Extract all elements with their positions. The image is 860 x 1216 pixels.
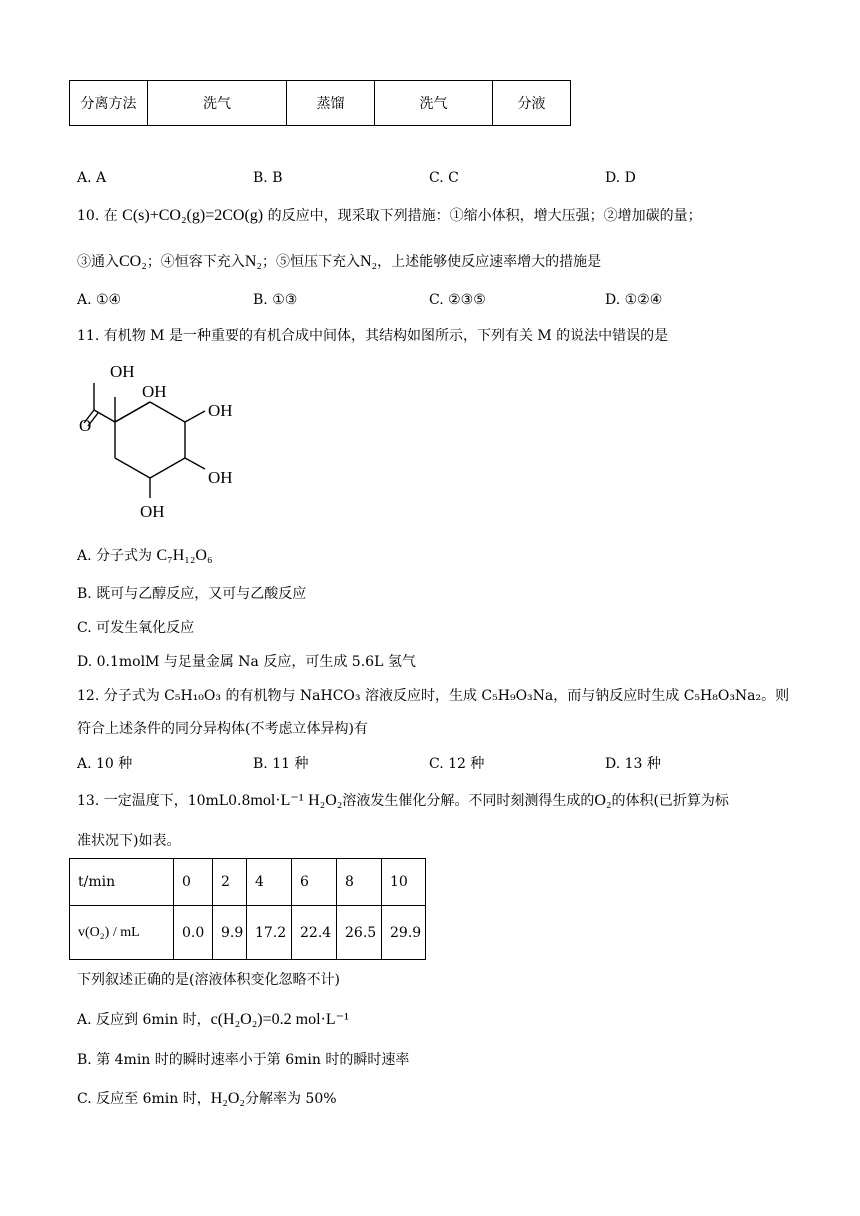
q12-stem-line1: 12. 分子式为 C₅H₁₀O₃ 的有机物与 NaHCO₃ 溶液反应时，生成 C₅H₉O₃Na，而与钠反应时生成 C₅H₈O₃Na₂。则 xyxy=(77,688,790,704)
oh-label: OH xyxy=(110,362,135,381)
q9-option-a: A. A xyxy=(77,170,107,186)
table-cell: 29.9 xyxy=(382,906,426,960)
q13-stem-line1: 13. 一定温度下，10mL0.8mol·L⁻¹ H₂O₂溶液发生催化分解。不同时刻测得生成的O₂的体积(已折算为标 xyxy=(77,792,729,809)
table-cell: 分离方法 xyxy=(70,81,148,126)
table-cell: 26.5 xyxy=(337,906,382,960)
table-cell: 10 xyxy=(382,859,426,906)
q10-stem-line1: 10. 在 C(s)+CO₂(g)=2CO(g) 的反应中，现采取下列措施：①缩小体积，增大压强；②增加碳的量； xyxy=(77,207,702,224)
molecule-structure xyxy=(70,355,280,525)
molecular-formula: C₇H₁₂O₆ xyxy=(156,547,213,564)
q13-option-a: A. 反应到 6min 时，c(H₂O₂)=0.2 mol·L⁻¹ xyxy=(77,1011,349,1028)
q11-option-d: D. 0.1molM 与足量金属 Na 反应，可生成 5.6L 氢气 xyxy=(77,654,416,670)
q10-option-c: C. ②③⑤ xyxy=(429,292,486,308)
q10-option-d: D. ①②④ xyxy=(605,292,663,308)
q12-stem-line2: 符合上述条件的同分异构体(不考虑立体异构)有 xyxy=(77,721,368,737)
q12-option-a: A. 10 种 xyxy=(77,756,133,772)
q13-stem-line2: 准状况下)如表。 xyxy=(77,833,181,849)
q13-prompt: 下列叙述正确的是(溶液体积变化忽略不计) xyxy=(77,972,340,988)
table-cell: 0 xyxy=(174,859,213,906)
table-cell: 17.2 xyxy=(247,906,292,960)
oh-label: OH xyxy=(208,468,233,487)
q10-option-b: B. ①③ xyxy=(253,292,298,308)
q11-option-b: B. 既可与乙醇反应，又可与乙酸反应 xyxy=(77,586,307,602)
table-cell: 0.0 xyxy=(174,906,213,960)
q9-option-c: C. C xyxy=(429,170,459,186)
table-cell: t/min xyxy=(70,859,174,906)
table-cell: 分液 xyxy=(493,81,571,126)
question-number: 10. xyxy=(77,208,100,224)
oh-label: OH xyxy=(140,502,165,521)
q11-stem: 11. 有机物 M 是一种重要的有机合成中间体，其结构如图所示，下列有关 M 的说法中错误的是 xyxy=(77,328,669,344)
table-cell: 9.9 xyxy=(213,906,247,960)
table-cell: 22.4 xyxy=(292,906,337,960)
table-cell: 蒸馏 xyxy=(287,81,375,126)
table-cell: v(O₂) / mL xyxy=(70,906,174,960)
o-label: O xyxy=(79,416,92,435)
q9-option-d: D. D xyxy=(605,170,636,186)
q11-option-a: A. 分子式为 C₇H₁₂O₆ xyxy=(77,547,213,564)
q11-option-c: C. 可发生氧化反应 xyxy=(77,620,195,636)
equation: C(s)+CO₂(g)=2CO(g) xyxy=(122,207,264,224)
table-cell: 6 xyxy=(292,859,337,906)
q10-stem-line2: ③通入CO₂；④恒容下充入N₂；⑤恒压下充入N₂，上述能够使反应速率增大的措施是 xyxy=(77,253,602,270)
oxygen-volume-table xyxy=(69,858,426,960)
q12-option-c: C. 12 种 xyxy=(429,756,485,772)
q12-option-b: B. 11 种 xyxy=(253,756,309,772)
table-cell: 8 xyxy=(337,859,382,906)
q13-option-b: B. 第 4min 时的瞬时速率小于第 6min 时的瞬时速率 xyxy=(77,1052,410,1068)
q12-option-d: D. 13 种 xyxy=(605,756,661,772)
table-cell: 4 xyxy=(247,859,292,906)
table-cell: 2 xyxy=(213,859,247,906)
q9-option-b: B. B xyxy=(253,170,283,186)
table-cell: 洗气 xyxy=(375,81,493,126)
q13-option-c: C. 反应至 6min 时，H₂O₂分解率为 50% xyxy=(77,1090,337,1107)
oh-label: OH xyxy=(142,382,167,401)
oh-label: OH xyxy=(208,401,233,420)
table-cell: 洗气 xyxy=(148,81,287,126)
separation-method-table xyxy=(69,80,571,126)
q10-option-a: A. ①④ xyxy=(77,292,122,308)
